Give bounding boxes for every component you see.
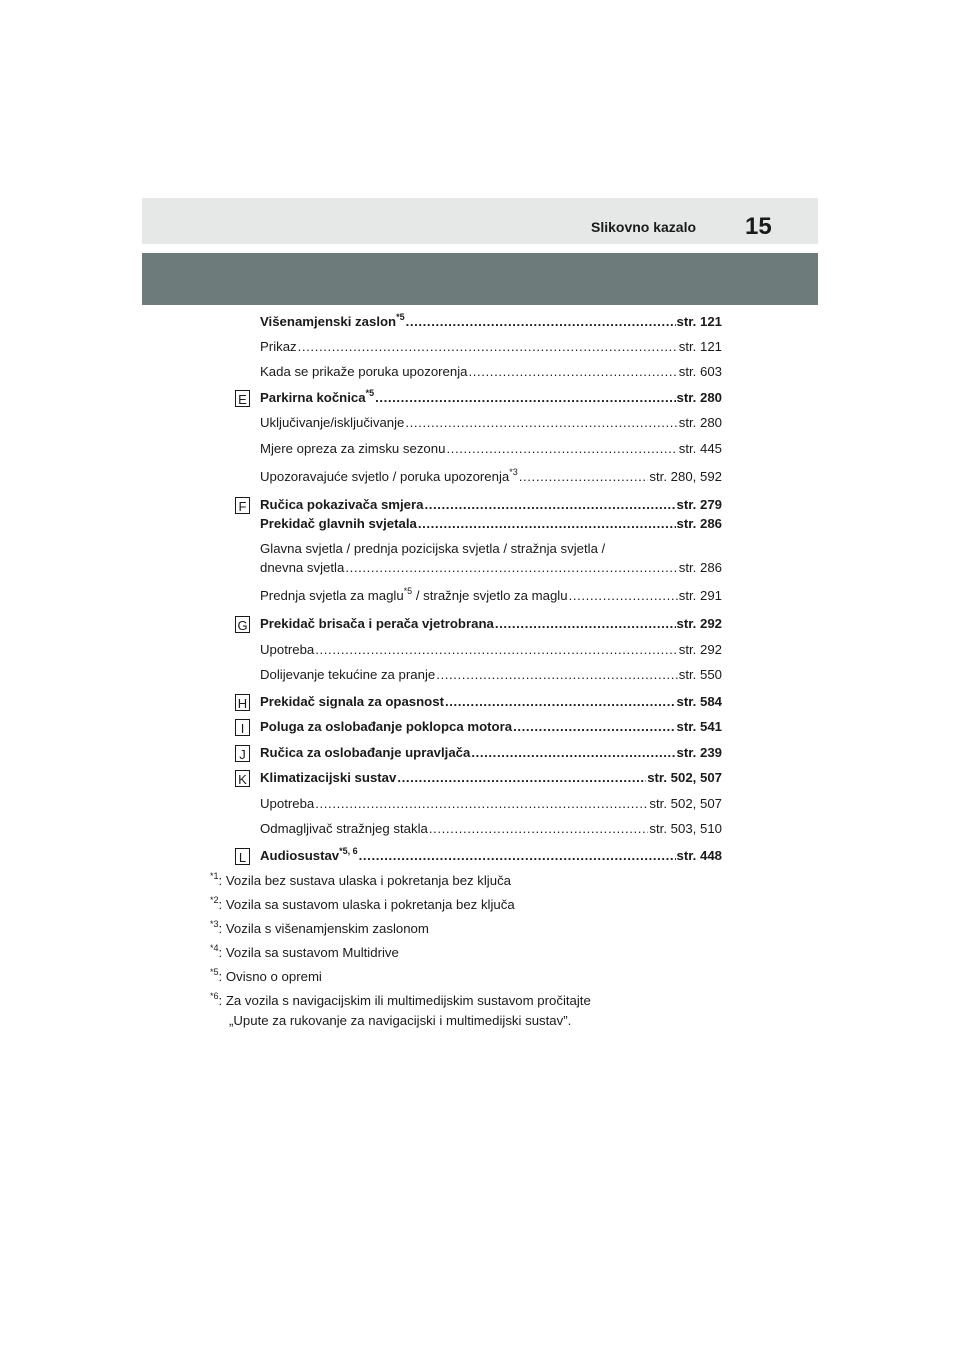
index-subentry[interactable]: Upotreba ..... str. 502, 507 [260, 796, 722, 812]
callout-letter-f: F [235, 497, 250, 514]
footnote: $^{*2}$: Vozila sa sustavom ulaska i pokretanja bez ključa [210, 894, 515, 912]
index-entry[interactable]: Prekidač signala za opasnost ..... str. 584 [260, 694, 722, 710]
footnote: $^{*1}$: Vozila bez sustava ulaska i pokretanja bez ključa [210, 870, 512, 888]
index-entry[interactable]: Višenamjenski zaslon$^{*5}$ ..... str. 121 [260, 314, 722, 330]
callout-letter-g: G [235, 616, 250, 633]
callout-letter-k: K [235, 770, 250, 787]
index-subentry[interactable]: dnevna svjetla ..... str. 286 [260, 560, 722, 576]
footnote: $^{*3}$: Vozila s višenamjenskim zaslonom [210, 918, 429, 936]
index-entry[interactable]: Audiosustav$^{*5, 6}$ ..... str. 448 [260, 848, 722, 864]
index-subentry[interactable]: Prednja svjetla za maglu$^{*5}$ / stražnje svjetlo za maglu ..... str. 291 [260, 588, 722, 604]
index-subentry[interactable]: Prikaz ..... str. 121 [260, 339, 722, 355]
footnote: $^{*6}$: Za vozila s navigacijskim ili multimedijskim sustavom pročitajte [210, 990, 591, 1008]
index-subentry-line: Glavna svjetla / prednja pozicijska svjetla / stražnja svjetla / [260, 541, 606, 556]
footnote: $^{*4}$: Vozila sa sustavom Multidrive [210, 942, 399, 960]
index-subentry[interactable]: Mjere opreza za zimsku sezonu ..... str. 445 [260, 441, 722, 457]
index-entry[interactable]: Ručica pokazivača smjera ..... str. 279 [260, 497, 722, 513]
index-subentry[interactable]: Dolijevanje tekućine za pranje ..... str. 550 [260, 667, 722, 683]
callout-letter-h: H [235, 694, 250, 711]
header-band [142, 253, 818, 305]
index-entry[interactable]: Parkirna kočnica$^{*5}$ ..... str. 280 [260, 390, 722, 406]
callout-letter-e: E [235, 390, 250, 407]
index-entry[interactable]: Ručica za oslobađanje upravljača ..... str. 239 [260, 745, 722, 761]
footnote: $^{*5}$: Ovisno o opremi [210, 966, 322, 984]
footnote-continuation: „Upute za rukovanje za navigacijski i multimedijski sustav”. [229, 1013, 572, 1028]
index-entry[interactable]: Prekidač brisača i perača vjetrobrana ..... str. 292 [260, 616, 722, 632]
index-entry[interactable]: Prekidač glavnih svjetala ..... str. 286 [260, 516, 722, 532]
index-subentry[interactable]: Upozoravajuće svjetlo / poruka upozorenja$^{*3}$ ..... str. 280, 592 [260, 469, 722, 485]
callout-letter-l: L [235, 848, 250, 865]
index-entry[interactable]: Klimatizacijski sustav ..... str. 502, 507 [260, 770, 722, 786]
page-number: 15 [745, 213, 772, 240]
index-entry[interactable]: Poluga za oslobađanje poklopca motora ..... str. 541 [260, 719, 722, 735]
header-bar [142, 198, 818, 244]
callout-letter-i: I [235, 719, 250, 736]
index-subentry[interactable]: Upotreba ..... str. 292 [260, 642, 722, 658]
index-subentry[interactable]: Uključivanje/isključivanje ..... str. 280 [260, 415, 722, 431]
section-title: Slikovno kazalo [591, 219, 697, 235]
index-subentry[interactable]: Kada se prikaže poruka upozorenja ..... str. 603 [260, 364, 722, 380]
callout-letter-j: J [235, 745, 250, 762]
index-subentry[interactable]: Odmagljivač stražnjeg stakla ..... str. 503, 510 [260, 821, 722, 837]
